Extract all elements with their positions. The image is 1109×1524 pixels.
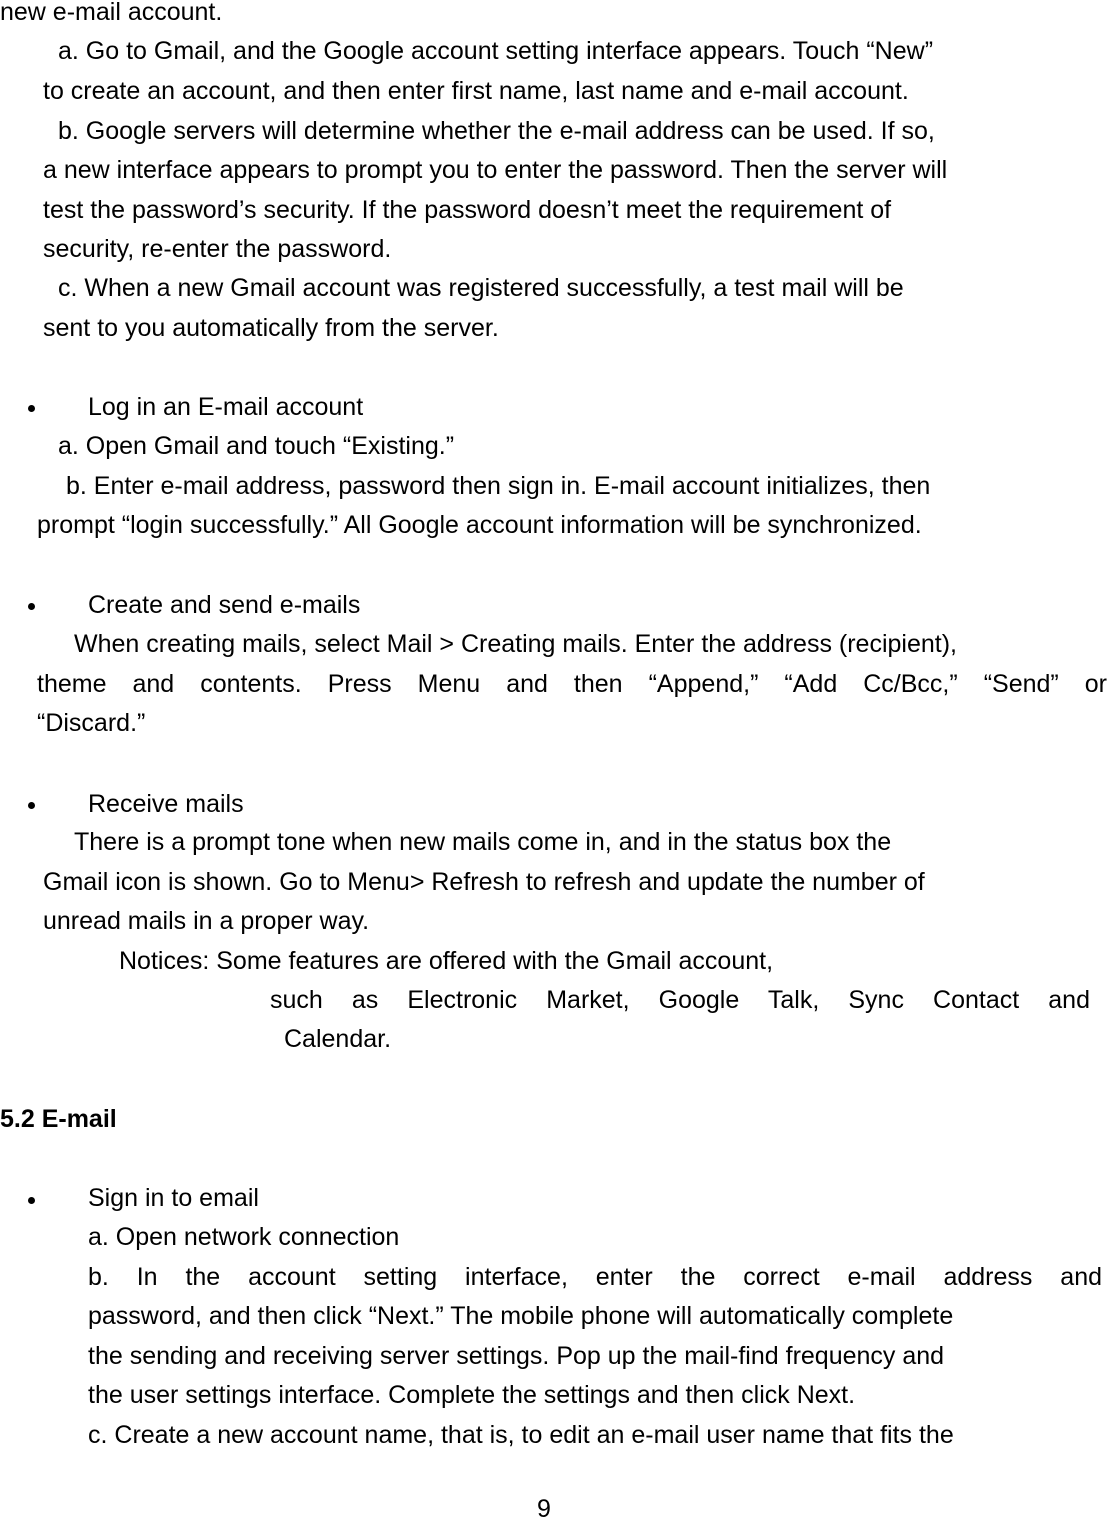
login-step-b-line: b. Enter e-mail address, password then sign in. E-mail account initializes, then [66, 472, 931, 500]
gmail-step-b-line: a new interface appears to prompt you to enter the password. Then the server will [43, 156, 948, 184]
create-send-line: theme and contents. Press Menu and then “Append,” “Add Cc/Bcc,” “Send” or [37, 670, 1107, 698]
bullet-icon [28, 1197, 35, 1204]
login-heading: Log in an E-mail account [88, 393, 364, 421]
gmail-step-b-line: test the password’s security. If the password doesn’t meet the requirement of [43, 196, 892, 224]
notice-line: Calendar. [284, 1025, 392, 1053]
receive-heading: Receive mails [88, 790, 244, 818]
login-step-b-line: prompt “login successfully.” All Google account information will be synchronized. [37, 511, 922, 539]
signin-heading: Sign in to email [88, 1184, 259, 1212]
section-heading: 5.2 E-mail [0, 1105, 117, 1133]
receive-line: Gmail icon is shown. Go to Menu> Refresh to refresh and update the number of [43, 868, 925, 896]
bullet-icon [28, 802, 35, 809]
create-send-line: “Discard.” [37, 709, 146, 737]
gmail-step-a-line: a. Go to Gmail, and the Google account setting interface appears. Touch “New” [58, 37, 934, 65]
gmail-step-a-line: to create an account, and then enter first name, last name and e-mail account. [43, 77, 909, 105]
notice-line: such as Electronic Market, Google Talk, Sync Contact and [270, 986, 1090, 1014]
gmail-step-b-line: security, re-enter the password. [43, 235, 392, 263]
notice-line: Notices: Some features are offered with the Gmail account, [119, 947, 774, 975]
signin-step-b-line: the user settings interface. Complete the settings and then click Next. [88, 1381, 856, 1409]
bullet-icon [28, 405, 35, 412]
signin-step-b-line: password, and then click “Next.” The mobile phone will automatically complete [88, 1302, 954, 1330]
login-step-a: a. Open Gmail and touch “Existing.” [58, 432, 455, 460]
signin-step-b-line: the sending and receiving server settings. Pop up the mail-find frequency and [88, 1342, 945, 1370]
gmail-intro-line: new e-mail account. [0, 0, 223, 26]
gmail-step-c-line: sent to you automatically from the server. [43, 314, 499, 342]
receive-line: unread mails in a proper way. [43, 907, 370, 935]
gmail-step-c-line: c. When a new Gmail account was registered successfully, a test mail will be [58, 274, 904, 302]
receive-line: There is a prompt tone when new mails come in, and in the status box the [74, 828, 892, 856]
create-send-heading: Create and send e-mails [88, 591, 361, 619]
bullet-icon [28, 603, 35, 610]
signin-step-b-line: b. In the account setting interface, enter the correct e-mail address and [88, 1263, 1102, 1291]
create-send-line: When creating mails, select Mail > Creating mails. Enter the address (recipient), [74, 630, 957, 658]
page-number: 9 [537, 1495, 551, 1523]
gmail-step-b-line: b. Google servers will determine whether the e-mail address can be used. If so, [58, 117, 935, 145]
signin-step-c-line: c. Create a new account name, that is, to edit an e-mail user name that fits the [88, 1421, 954, 1449]
signin-step-a: a. Open network connection [88, 1223, 400, 1251]
